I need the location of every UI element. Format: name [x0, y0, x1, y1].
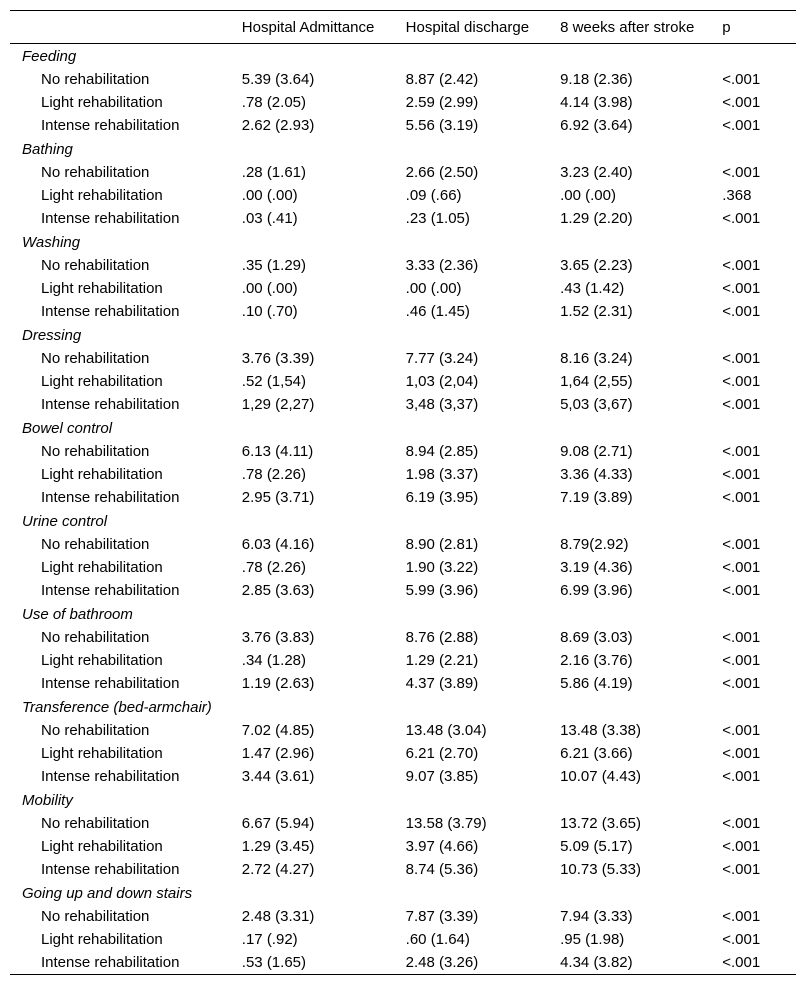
- week8-value: 8.79(2.92): [560, 536, 629, 553]
- week8-value: 8.16 (3.24): [560, 350, 633, 367]
- table-row: [10, 463, 796, 486]
- row-label: Light rehabilitation: [41, 559, 163, 576]
- row-label: Intense rehabilitation: [41, 303, 180, 320]
- p-value: <.001: [722, 350, 761, 367]
- discharge-value: 13.48 (3.04): [405, 722, 487, 739]
- table-row: [10, 556, 796, 579]
- row-label: No rehabilitation: [41, 350, 150, 367]
- admittance-value: .17 (.92): [241, 931, 298, 948]
- admittance-value: .00 (.00): [241, 187, 298, 204]
- row-label: Light rehabilitation: [41, 931, 163, 948]
- row-label: No rehabilitation: [41, 908, 150, 925]
- discharge-value: 8.94 (2.85): [405, 443, 479, 460]
- admittance-value: .10 (.70): [241, 303, 298, 320]
- admittance-value: 3.44 (3.61): [241, 768, 315, 785]
- admittance-value: 6.03 (4.16): [241, 536, 315, 553]
- admittance-value: .00 (.00): [241, 280, 298, 297]
- row-label: Light rehabilitation: [41, 373, 163, 390]
- discharge-value: 3.97 (4.66): [405, 838, 479, 855]
- admittance-value: .52 (1,54): [241, 373, 307, 390]
- p-value: <.001: [722, 257, 761, 274]
- week8-value: 6.21 (3.66): [560, 745, 633, 762]
- discharge-value: 8.90 (2.81): [405, 536, 479, 553]
- p-value: <.001: [722, 536, 761, 553]
- admittance-value: 6.67 (5.94): [241, 815, 315, 832]
- discharge-value: 9.07 (3.85): [405, 768, 479, 785]
- table-row: [10, 626, 796, 649]
- admittance-value: .34 (1.28): [241, 652, 307, 669]
- p-value: <.001: [722, 815, 761, 832]
- table-row: [10, 672, 796, 695]
- week8-value: 8.69 (3.03): [560, 629, 633, 646]
- discharge-value: 1.98 (3.37): [405, 466, 479, 483]
- row-label: Light rehabilitation: [41, 745, 163, 762]
- row-label: No rehabilitation: [41, 443, 150, 460]
- discharge-value: .23 (1.05): [405, 210, 470, 227]
- row-label: Light rehabilitation: [41, 94, 163, 111]
- row-label: Intense rehabilitation: [41, 954, 180, 971]
- table-row: [10, 184, 796, 207]
- group-row: [10, 323, 796, 347]
- group-title: Transference (bed-armchair): [22, 698, 212, 716]
- group-title: Bathing: [22, 140, 73, 158]
- header-row: [10, 11, 796, 44]
- discharge-value: 1,03 (2,04): [405, 373, 479, 390]
- group-title: Washing: [22, 233, 81, 251]
- week8-value: 10.07 (4.43): [560, 768, 641, 785]
- table-row: [10, 161, 796, 184]
- p-value: <.001: [722, 675, 761, 692]
- group-row: [10, 416, 796, 440]
- p-value: <.001: [722, 303, 761, 320]
- table-row: [10, 951, 796, 975]
- p-value: <.001: [722, 559, 761, 576]
- admittance-value: 2.48 (3.31): [241, 908, 315, 925]
- week8-value: 10.73 (5.33): [560, 861, 641, 878]
- p-value: <.001: [722, 466, 761, 483]
- admittance-value: .78 (2.05): [241, 94, 307, 111]
- admittance-value: .28 (1.61): [241, 164, 307, 181]
- admittance-value: 1.19 (2.63): [241, 675, 315, 692]
- row-label: Intense rehabilitation: [41, 117, 180, 134]
- group-title: Feeding: [22, 47, 77, 65]
- discharge-value: 3.33 (2.36): [405, 257, 479, 274]
- table-row: [10, 277, 796, 300]
- week8-value: 9.18 (2.36): [560, 71, 633, 88]
- row-label: Intense rehabilitation: [41, 396, 180, 413]
- discharge-value: .09 (.66): [405, 187, 462, 204]
- discharge-value: 4.37 (3.89): [405, 675, 479, 692]
- group-row: [10, 602, 796, 626]
- row-label: Intense rehabilitation: [41, 768, 180, 785]
- discharge-value: 8.87 (2.42): [405, 71, 479, 88]
- discharge-value: 5.56 (3.19): [405, 117, 479, 134]
- row-label: No rehabilitation: [41, 164, 150, 181]
- p-value: <.001: [722, 210, 761, 227]
- week8-value: 9.08 (2.71): [560, 443, 633, 460]
- row-label: Intense rehabilitation: [41, 489, 180, 506]
- discharge-value: 1.29 (2.21): [405, 652, 479, 669]
- table-row: [10, 905, 796, 928]
- table-row: [10, 765, 796, 788]
- p-value: <.001: [722, 652, 761, 669]
- row-label: Light rehabilitation: [41, 652, 163, 669]
- table-row: [10, 812, 796, 835]
- admittance-value: 7.02 (4.85): [241, 722, 315, 739]
- week8-value: 5.09 (5.17): [560, 838, 633, 855]
- week8-value: 5,03 (3,67): [560, 396, 633, 413]
- admittance-value: 6.13 (4.11): [241, 443, 314, 460]
- admittance-value: 5.39 (3.64): [241, 71, 315, 88]
- group-title: Dressing: [22, 326, 82, 344]
- group-row: [10, 695, 796, 719]
- table-row: [10, 835, 796, 858]
- table-row: [10, 370, 796, 393]
- admittance-value: 2.85 (3.63): [241, 582, 315, 599]
- table-row: [10, 742, 796, 765]
- admittance-value: 1.29 (3.45): [241, 838, 315, 855]
- row-label: Intense rehabilitation: [41, 210, 180, 227]
- week8-value: .00 (.00): [560, 187, 616, 204]
- week8-value: 3.19 (4.36): [560, 559, 633, 576]
- admittance-value: 2.95 (3.71): [241, 489, 315, 506]
- group-row: [10, 137, 796, 161]
- week8-value: 6.92 (3.64): [560, 117, 633, 134]
- admittance-value: .03 (.41): [241, 210, 298, 227]
- admittance-value: .78 (2.26): [241, 559, 307, 576]
- table-row: [10, 440, 796, 463]
- p-value: <.001: [722, 722, 761, 739]
- row-label: Light rehabilitation: [41, 187, 163, 204]
- p-value: .368: [722, 187, 752, 204]
- table-row: [10, 300, 796, 323]
- table-body: [10, 44, 796, 975]
- group-row: [10, 881, 796, 905]
- p-value: <.001: [722, 280, 761, 297]
- row-label: Intense rehabilitation: [41, 675, 180, 692]
- p-value: <.001: [722, 71, 761, 88]
- discharge-value: 8.74 (5.36): [405, 861, 479, 878]
- admittance-value: .53 (1.65): [241, 954, 307, 971]
- row-label: No rehabilitation: [41, 815, 150, 832]
- discharge-value: 13.58 (3.79): [405, 815, 487, 832]
- p-value: <.001: [722, 582, 761, 599]
- group-title: Going up and down stairs: [22, 884, 193, 902]
- table-row: [10, 533, 796, 556]
- group-title: Mobility: [22, 791, 73, 809]
- p-value: <.001: [722, 94, 761, 111]
- p-value: <.001: [722, 373, 761, 390]
- week8-value: 3.36 (4.33): [560, 466, 633, 483]
- row-label: Intense rehabilitation: [41, 582, 180, 599]
- row-label: Light rehabilitation: [41, 280, 163, 297]
- p-value: <.001: [722, 443, 761, 460]
- table-row: [10, 393, 796, 416]
- discharge-value: 6.19 (3.95): [405, 489, 479, 506]
- admittance-value: .78 (2.26): [241, 466, 307, 483]
- week8-value: 7.94 (3.33): [560, 908, 633, 925]
- discharge-value: 2.59 (2.99): [405, 94, 479, 111]
- group-title: Bowel control: [22, 419, 113, 437]
- group-row: [10, 44, 796, 69]
- p-value: <.001: [722, 861, 761, 878]
- admittance-value: .35 (1.29): [241, 257, 307, 274]
- table-row: [10, 207, 796, 230]
- table-row: [10, 347, 796, 370]
- header-cell-p: p: [722, 18, 731, 36]
- week8-value: 2.16 (3.76): [560, 652, 633, 669]
- discharge-value: 2.66 (2.50): [405, 164, 479, 181]
- table-row: [10, 579, 796, 602]
- group-row: [10, 509, 796, 533]
- header-cell-8-weeks: 8 weeks after stroke: [560, 18, 695, 36]
- p-value: <.001: [722, 745, 761, 762]
- admittance-value: 2.62 (2.93): [241, 117, 315, 134]
- results-table: [10, 10, 796, 975]
- week8-value: 13.48 (3.38): [560, 722, 641, 739]
- discharge-value: 7.87 (3.39): [405, 908, 479, 925]
- week8-value: 7.19 (3.89): [560, 489, 633, 506]
- week8-value: 4.34 (3.82): [560, 954, 633, 971]
- table-row: [10, 858, 796, 881]
- discharge-value: 5.99 (3.96): [405, 582, 479, 599]
- group-title: Use of bathroom: [22, 605, 133, 623]
- p-value: <.001: [722, 164, 761, 181]
- admittance-value: 3.76 (3.83): [241, 629, 315, 646]
- table-row: [10, 91, 796, 114]
- p-value: <.001: [722, 117, 761, 134]
- week8-value: 3.65 (2.23): [560, 257, 633, 274]
- row-label: Light rehabilitation: [41, 838, 163, 855]
- table-row: [10, 68, 796, 91]
- table-row: [10, 649, 796, 672]
- row-label: No rehabilitation: [41, 71, 150, 88]
- discharge-value: 2.48 (3.26): [405, 954, 479, 971]
- p-value: <.001: [722, 768, 761, 785]
- week8-value: 4.14 (3.98): [560, 94, 633, 111]
- table-row: [10, 486, 796, 509]
- p-value: <.001: [722, 838, 761, 855]
- p-value: <.001: [722, 954, 761, 971]
- table-row: [10, 719, 796, 742]
- table-row: [10, 254, 796, 277]
- week8-value: 1,64 (2,55): [560, 373, 633, 390]
- week8-value: 1.52 (2.31): [560, 303, 633, 320]
- week8-value: 5.86 (4.19): [560, 675, 633, 692]
- week8-value: .43 (1.42): [560, 280, 625, 297]
- p-value: <.001: [722, 629, 761, 646]
- p-value: <.001: [722, 489, 761, 506]
- row-label: No rehabilitation: [41, 722, 150, 739]
- discharge-value: 6.21 (2.70): [405, 745, 479, 762]
- row-label: Light rehabilitation: [41, 466, 163, 483]
- discharge-value: 8.76 (2.88): [405, 629, 479, 646]
- discharge-value: 1.90 (3.22): [405, 559, 479, 576]
- table-row: [10, 928, 796, 951]
- week8-value: 1.29 (2.20): [560, 210, 633, 227]
- row-label: No rehabilitation: [41, 629, 150, 646]
- row-label: No rehabilitation: [41, 536, 150, 553]
- group-title: Urine control: [22, 512, 108, 530]
- group-row: [10, 230, 796, 254]
- p-value: <.001: [722, 396, 761, 413]
- header-cell-admittance: Hospital Admittance: [241, 18, 375, 36]
- discharge-value: 3,48 (3,37): [405, 396, 479, 413]
- row-label: Intense rehabilitation: [41, 861, 180, 878]
- week8-value: 6.99 (3.96): [560, 582, 633, 599]
- admittance-value: 2.72 (4.27): [241, 861, 315, 878]
- discharge-value: 7.77 (3.24): [405, 350, 479, 367]
- header-cell-label: [10, 11, 242, 44]
- discharge-value: .00 (.00): [405, 280, 462, 297]
- p-value: <.001: [722, 931, 761, 948]
- group-row: [10, 788, 796, 812]
- admittance-value: 1,29 (2,27): [241, 396, 315, 413]
- table-row: [10, 114, 796, 137]
- week8-value: 3.23 (2.40): [560, 164, 633, 181]
- discharge-value: .60 (1.64): [405, 931, 470, 948]
- table-container: [10, 10, 796, 975]
- p-value: <.001: [722, 908, 761, 925]
- header-cell-discharge: Hospital discharge: [405, 18, 530, 36]
- week8-value: 13.72 (3.65): [560, 815, 641, 832]
- row-label: No rehabilitation: [41, 257, 150, 274]
- week8-value: .95 (1.98): [560, 931, 625, 948]
- discharge-value: .46 (1.45): [405, 303, 470, 320]
- admittance-value: 3.76 (3.39): [241, 350, 315, 367]
- admittance-value: 1.47 (2.96): [241, 745, 315, 762]
